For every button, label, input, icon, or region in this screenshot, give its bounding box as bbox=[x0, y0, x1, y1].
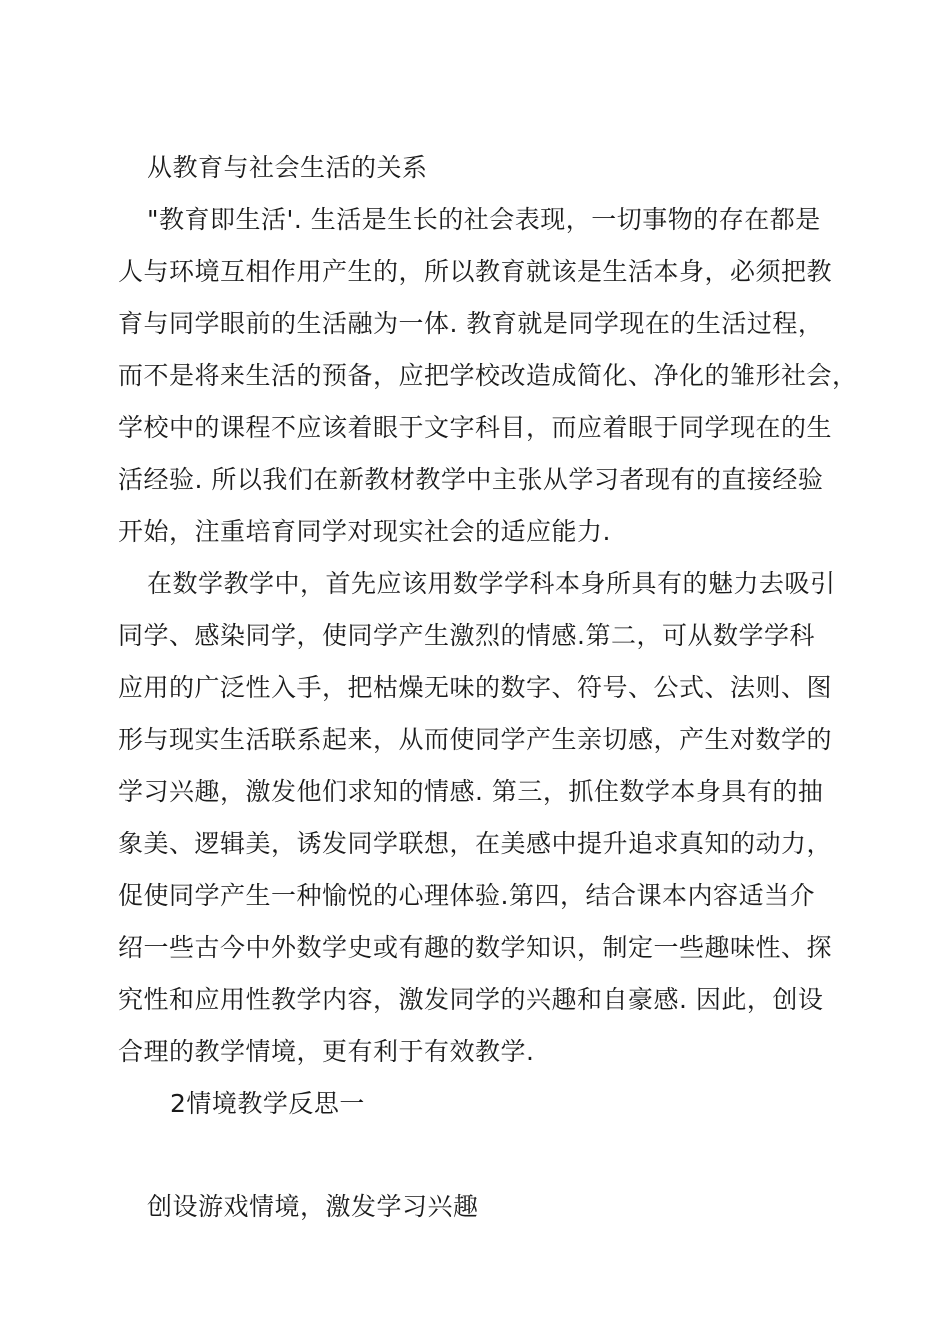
paragraph-line: 开始，注重培育同学对现实社会的适应能力. bbox=[118, 517, 611, 546]
paragraph-line: 象美、逻辑美，诱发同学联想，在美感中提升追求真知的动力， bbox=[118, 829, 833, 858]
paragraph-line: "教育即生活'. 生活是生长的社会表现，一切事物的存在都是 bbox=[147, 205, 821, 234]
paragraph-line: 究性和应用性教学内容，激发同学的兴趣和自豪感. 因此，创设 bbox=[118, 985, 824, 1014]
paragraph-line: 促使同学产生一种愉悦的心理体验.第四，结合课本内容适当介 bbox=[118, 881, 815, 910]
section-heading: 从教育与社会生活的关系 bbox=[147, 153, 428, 182]
paragraph-line: 而不是将来生活的预备，应把学校改造成简化、净化的雏形社会， bbox=[118, 361, 858, 390]
paragraph-line: 绍一些古今中外数学史或有趣的数学知识，制定一些趣味性、探 bbox=[118, 933, 833, 962]
section-heading: 创设游戏情境，激发学习兴趣 bbox=[147, 1192, 479, 1221]
paragraph-line: 形与现实生活联系起来，从而使同学产生亲切感，产生对数学的 bbox=[118, 725, 833, 754]
paragraph-line: 活经验. 所以我们在新教材教学中主张从学习者现有的直接经验 bbox=[118, 465, 824, 494]
paragraph-line: 学习兴趣，激发他们求知的情感. 第三，抓住数学本身具有的抽 bbox=[118, 777, 824, 806]
paragraph-line: 同学、感染同学，使同学产生激烈的情感.第二，可从数学学科 bbox=[118, 621, 815, 650]
paragraph-line: 合理的教学情境，更有利于有效教学. bbox=[118, 1037, 535, 1066]
section-heading: 2情境教学反思一 bbox=[170, 1089, 365, 1118]
paragraph-line: 人与环境互相作用产生的，所以教育就该是生活本身，必须把教 bbox=[118, 257, 833, 286]
paragraph-line: 育与同学眼前的生活融为一体. 教育就是同学现在的生活过程， bbox=[118, 309, 824, 338]
paragraph-line: 在数学教学中，首先应该用数学学科本身所具有的魅力去吸引 bbox=[147, 569, 836, 598]
paragraph-line: 应用的广泛性入手，把枯燥无味的数字、符号、公式、法则、图 bbox=[118, 673, 833, 702]
paragraph-line: 学校中的课程不应该着眼于文字科目，而应着眼于同学现在的生 bbox=[118, 413, 833, 442]
